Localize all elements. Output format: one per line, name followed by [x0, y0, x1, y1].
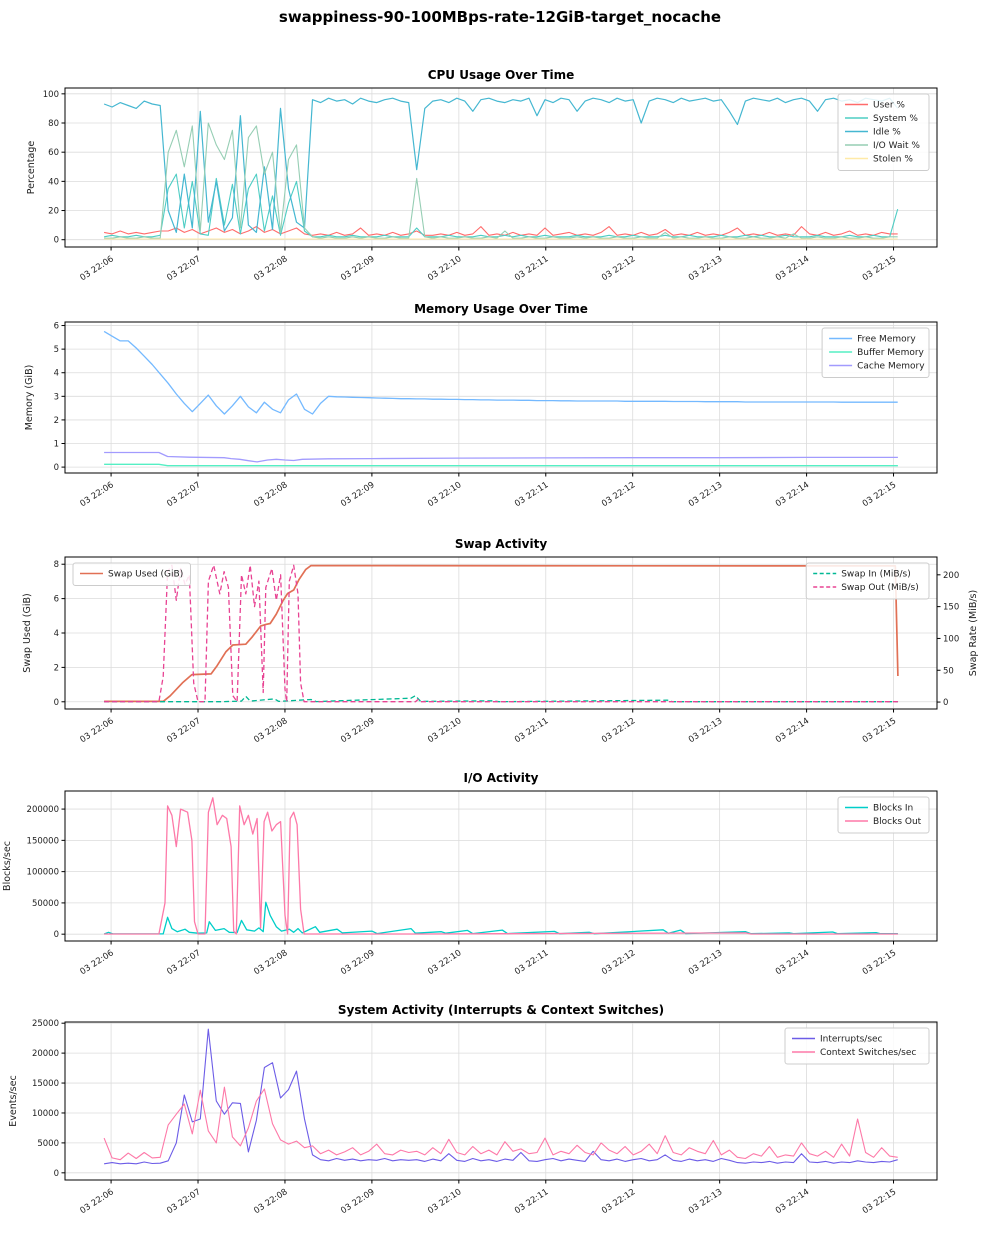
svg-text:03 22:08: 03 22:08: [252, 948, 290, 978]
series-swap-out-mib-s: [104, 565, 898, 701]
svg-text:4: 4: [53, 629, 59, 639]
svg-text:6: 6: [53, 321, 59, 332]
svg-text:03 22:08: 03 22:08: [252, 254, 290, 284]
svg-text:2: 2: [53, 415, 59, 426]
svg-text:03 22:14: 03 22:14: [773, 254, 812, 284]
svg-text:03 22:15: 03 22:15: [860, 254, 899, 284]
svg-text:03 22:11: 03 22:11: [513, 254, 551, 284]
legend: [822, 328, 929, 378]
svg-text:0: 0: [53, 930, 59, 941]
svg-text:03 22:11: 03 22:11: [513, 716, 551, 746]
svg-text:03 22:10: 03 22:10: [426, 716, 464, 746]
svg-text:Swap Used (GiB): Swap Used (GiB): [108, 569, 184, 580]
svg-text:3: 3: [53, 392, 59, 403]
svg-text:03 22:07: 03 22:07: [165, 254, 203, 284]
legend: [806, 563, 929, 599]
memory-plot: [0, 300, 1000, 530]
svg-text:Cache Memory: Cache Memory: [857, 361, 925, 372]
svg-text:8: 8: [53, 560, 59, 571]
chart-title-swap: Swap Activity: [454, 537, 548, 551]
svg-text:03 22:15: 03 22:15: [860, 1187, 899, 1217]
svg-text:Buffer Memory: Buffer Memory: [857, 348, 924, 358]
svg-text:Swap Out (MiB/s): Swap Out (MiB/s): [841, 583, 919, 593]
svg-text:50000: 50000: [31, 898, 59, 909]
svg-text:25000: 25000: [31, 1019, 59, 1030]
svg-text:Events/sec: Events/sec: [8, 1075, 19, 1127]
svg-text:03 22:13: 03 22:13: [686, 948, 725, 978]
svg-text:03 22:08: 03 22:08: [252, 1187, 290, 1217]
svg-text:200000: 200000: [26, 805, 59, 816]
svg-text:150000: 150000: [26, 836, 59, 847]
svg-text:4: 4: [53, 368, 59, 379]
gridlines: [65, 322, 937, 473]
svg-text:03 22:14: 03 22:14: [773, 480, 812, 510]
figure-title: swappiness-90-100MBps-rate-12GiB-target_nocache: [278, 8, 722, 26]
legend: [785, 1028, 929, 1064]
svg-text:03 22:07: 03 22:07: [165, 1187, 203, 1217]
svg-text:03 22:13: 03 22:13: [686, 716, 725, 746]
svg-text:03 22:12: 03 22:12: [600, 480, 638, 510]
chart-title-cpu: CPU Usage Over Time: [427, 68, 575, 82]
svg-text:03 22:09: 03 22:09: [339, 480, 377, 510]
chart-title-io: I/O Activity: [463, 771, 539, 785]
legend: [73, 563, 191, 586]
svg-text:03 22:10: 03 22:10: [426, 1187, 464, 1217]
svg-text:03 22:15: 03 22:15: [860, 480, 899, 510]
series-lines: [104, 1029, 898, 1164]
svg-text:System %: System %: [873, 114, 918, 124]
series-blocks-out: [104, 798, 898, 934]
svg-text:03 22:12: 03 22:12: [600, 716, 638, 746]
svg-text:20: 20: [48, 206, 59, 217]
svg-text:Stolen %: Stolen %: [873, 154, 913, 165]
svg-text:03 22:06: 03 22:06: [78, 1187, 116, 1217]
svg-text:03 22:11: 03 22:11: [513, 1187, 551, 1217]
svg-text:Blocks Out: Blocks Out: [873, 817, 922, 827]
svg-text:Memory (GiB): Memory (GiB): [24, 364, 35, 431]
series-buffer-memory: [104, 464, 898, 465]
svg-text:03 22:10: 03 22:10: [426, 948, 464, 978]
svg-text:80: 80: [48, 119, 59, 130]
svg-text:03 22:11: 03 22:11: [513, 948, 551, 978]
svg-text:Swap Rate (MiB/s): Swap Rate (MiB/s): [968, 589, 979, 677]
svg-text:03 22:07: 03 22:07: [165, 480, 203, 510]
series-cache-memory: [104, 453, 898, 462]
svg-text:5: 5: [53, 345, 59, 356]
series-lines: [104, 331, 898, 465]
series-lines: [104, 798, 898, 934]
svg-text:03 22:06: 03 22:06: [78, 716, 116, 746]
svg-text:03 22:09: 03 22:09: [339, 254, 377, 284]
tick-labels: [24, 322, 898, 510]
tick-labels: [2, 805, 898, 977]
system-plot: [0, 1000, 1000, 1234]
svg-text:03 22:08: 03 22:08: [252, 716, 290, 746]
svg-text:03 22:06: 03 22:06: [78, 480, 116, 510]
svg-text:03 22:13: 03 22:13: [686, 1187, 725, 1217]
svg-text:Blocks In: Blocks In: [873, 803, 914, 814]
tick-labels: [26, 90, 898, 283]
svg-text:03 22:15: 03 22:15: [860, 716, 899, 746]
series-blocks-in: [104, 902, 898, 934]
svg-text:2: 2: [53, 663, 59, 674]
svg-text:03 22:12: 03 22:12: [600, 948, 638, 978]
svg-text:03 22:15: 03 22:15: [860, 948, 899, 978]
svg-text:Free Memory: Free Memory: [857, 334, 916, 345]
series-idle: [104, 98, 898, 232]
svg-text:03 22:13: 03 22:13: [686, 254, 725, 284]
svg-text:20000: 20000: [31, 1049, 59, 1060]
svg-text:15000: 15000: [31, 1079, 59, 1090]
svg-text:0: 0: [53, 697, 59, 708]
svg-text:03 22:08: 03 22:08: [252, 480, 290, 510]
gridlines: [65, 791, 937, 941]
svg-text:03 22:10: 03 22:10: [426, 254, 464, 284]
cpu-plot: [0, 58, 1000, 303]
series-lines: [104, 565, 898, 701]
series-lines: [104, 98, 898, 239]
tick-labels: [8, 1019, 898, 1216]
chart-title-system: System Activity (Interrupts & Context Switches): [337, 1003, 665, 1017]
legend: [838, 797, 929, 833]
svg-text:03 22:12: 03 22:12: [600, 1187, 638, 1217]
svg-text:0: 0: [943, 698, 949, 709]
svg-text:150: 150: [943, 602, 960, 613]
svg-text:I/O Wait %: I/O Wait %: [873, 141, 920, 151]
series-swap-used-gib: [104, 566, 898, 702]
svg-text:5000: 5000: [37, 1138, 59, 1149]
svg-text:03 22:09: 03 22:09: [339, 1187, 377, 1217]
svg-text:Percentage: Percentage: [26, 140, 37, 195]
svg-text:Swap Used (GiB): Swap Used (GiB): [22, 593, 33, 673]
svg-text:User %: User %: [873, 100, 905, 111]
svg-text:03 22:06: 03 22:06: [78, 948, 116, 978]
svg-text:Interrupts/sec: Interrupts/sec: [820, 1034, 883, 1045]
legend: [838, 94, 929, 171]
svg-text:50: 50: [943, 666, 954, 677]
series-swap-in-mib-s: [104, 696, 898, 702]
svg-text:Idle %: Idle %: [873, 127, 901, 138]
svg-text:0: 0: [53, 463, 59, 474]
svg-text:0: 0: [53, 235, 59, 246]
svg-text:03 22:11: 03 22:11: [513, 480, 551, 510]
svg-text:03 22:06: 03 22:06: [78, 254, 116, 284]
svg-text:40: 40: [48, 177, 59, 188]
svg-text:1: 1: [53, 439, 59, 450]
svg-text:Context Switches/sec: Context Switches/sec: [820, 1048, 917, 1058]
svg-text:03 22:12: 03 22:12: [600, 254, 638, 284]
svg-text:100: 100: [42, 89, 59, 100]
svg-text:03 22:07: 03 22:07: [165, 948, 203, 978]
svg-text:03 22:14: 03 22:14: [773, 1187, 812, 1217]
series-system: [104, 174, 898, 237]
svg-text:200: 200: [943, 570, 960, 581]
svg-text:03 22:09: 03 22:09: [339, 948, 377, 978]
svg-text:03 22:10: 03 22:10: [426, 480, 464, 510]
svg-text:Swap In (MiB/s): Swap In (MiB/s): [841, 569, 911, 580]
svg-text:03 22:09: 03 22:09: [339, 716, 377, 746]
chart-title-memory: Memory Usage Over Time: [414, 302, 588, 316]
svg-text:03 22:14: 03 22:14: [773, 716, 812, 746]
svg-text:10000: 10000: [31, 1108, 59, 1119]
svg-text:60: 60: [48, 148, 59, 159]
series-context-switches-sec: [104, 1087, 898, 1160]
io-plot: [0, 768, 1000, 998]
axes-frame: [62, 322, 938, 477]
svg-text:100000: 100000: [26, 867, 59, 878]
svg-text:0: 0: [53, 1168, 59, 1179]
svg-text:6: 6: [53, 594, 59, 605]
svg-text:100: 100: [943, 634, 960, 645]
svg-text:03 22:07: 03 22:07: [165, 716, 203, 746]
svg-text:Blocks/sec: Blocks/sec: [2, 841, 13, 891]
svg-text:03 22:14: 03 22:14: [773, 948, 812, 978]
svg-text:03 22:13: 03 22:13: [686, 480, 725, 510]
swap-plot: [0, 535, 1000, 767]
